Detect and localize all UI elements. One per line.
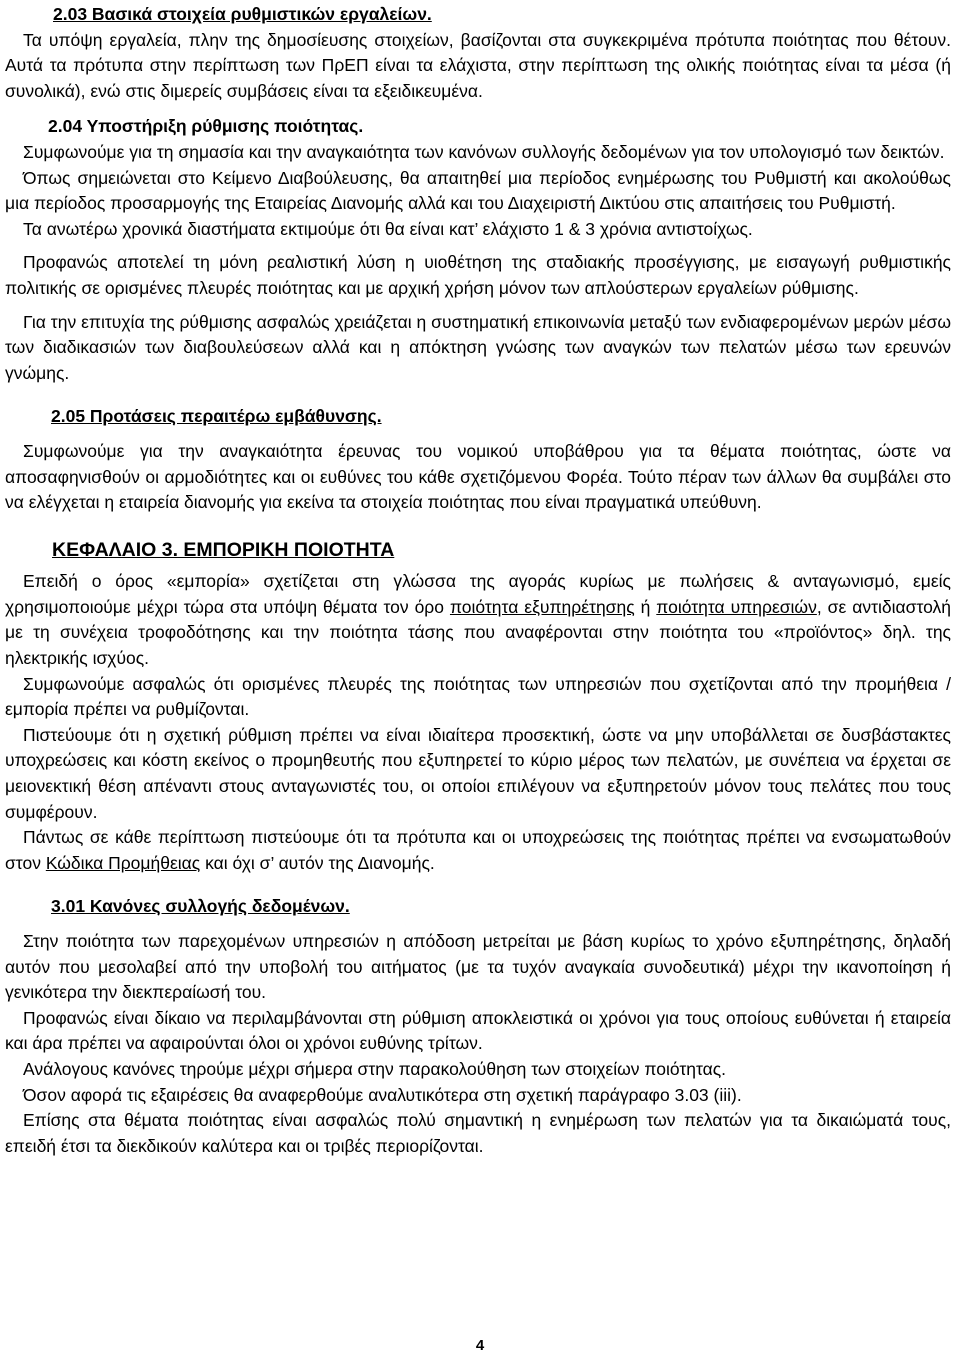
- section-2-04-paragraph-5: Για την επιτυχία της ρύθμισης ασφαλώς χρειάζεται η συστηματική επικοινωνία μεταξύ των ενδιαφερομένων μερών μέσω των διαδικασιών των διαβουλεύσεων αλλά και η απόκτηση γνώσης των αναγκών των πελατών μέσω των ερευνών γνώμης.: [5, 311, 951, 383]
- section-2-04-heading: 2.04 Υποστήριξη ρύθμισης ποιότητας.: [48, 116, 364, 137]
- chapter-3-paragraph-1: [5, 569, 951, 671]
- term-supply-code: Κώδικα Προμήθειας: [45, 852, 201, 873]
- chapter-3-p1-text-a: Επειδή ο όρος «εμπορία» σχετίζεται στη γλώσσα της αγοράς κυρίως με πωλήσεις & ανταγωνισμό, εμείς χρησιμοποιούμε μέχρι τώρα στα υπόψη θέματα τον όρο: [5, 571, 951, 617]
- chapter-3-paragraph-4: [5, 825, 951, 876]
- section-2-05-paragraph: Συμφωνούμε για την αναγκαιότητα έρευνας του νομικού υποβάθρου για τα θέματα ποιότητας, ώστε να αποσαφηνισθούν οι αρμοδιότητες και οι ευθύνες του κάθε σχετιζόμενου Φορέα. Τούτο πέραν των άλλων θα συμβάλει στο να ελέγχεται η εταιρεία διανομής για εκείνα τα στοιχεία ποιότητας που είναι πραγματικά υπεύθυνη.: [5, 440, 951, 513]
- chapter-3-p4-text-a: Πάντως σε κάθε περίπτωση πιστεύουμε ότι τα πρότυπα και οι υποχρεώσεις της ποιότητας πρέπει να ενσωματωθούν στον: [5, 827, 951, 873]
- section-2-04-paragraph-4: Προφανώς αποτελεί τη μόνη ρεαλιστική λύση η υιοθέτηση της σταδιακής προσέγγισης, με εισαγωγή ρυθμιστικής πολιτικής σε ορισμένες πλευρές ποιότητας και με αρχική χρήση μόνον των απλούστερων εργαλείων ρύθμισης.: [5, 252, 951, 298]
- section-3-01-paragraph-1: Στην ποιότητα των παρεχομένων υπηρεσιών η απόδοση μετρείται με βάση κυρίως το χρόνο εξυπηρέτησης, δηλαδή αυτόν που μεσολαβεί από την υποβολή του αιτήματος (με τα τυχόν αναγκαία συνοδευτικά) μέχρι την ικανοποίηση ή γενικότερα την διεκπεραίωσή του.: [5, 931, 951, 1003]
- chapter-3-paragraph-2: Συμφωνούμε ασφαλώς ότι ορισμένες πλευρές της ποιότητας των υπηρεσιών που σχετίζονται από την προμήθεια / εμπορία πρέπει να ρυθμίζονται.: [5, 673, 951, 720]
- term-services-quality: ποιότητα υπηρεσιών: [656, 596, 817, 617]
- section-2-04-paragraph-1: Συμφωνούμε για τη σημασία και την αναγκαιότητα των κανόνων συλλογής δεδομένων για τον υπολογισμό των δεικτών.: [23, 141, 945, 162]
- chapter-3-paragraph-3: Πιστεύουμε ότι η σχετική ρύθμιση πρέπει να είναι ιδιαίτερα προσεκτική, ώστε να μην υποβάλλεται σε δυσβάστακτες υποχρεώσεις και κόστη εκείνος ο προμηθευτής που εξυπηρετεί το κύριο μέρος των πελατών, με συνέπεια να έρχεται σε μειονεκτική θέση απέναντι στους ανταγωνιστές του, οι οποίοι επιλέγουν να εξυπηρετούν μόνον τους πελάτες που τους συμφέρουν.: [5, 724, 951, 822]
- section-3-01-heading: 3.01 Κανόνες συλλογής δεδομένων.: [51, 896, 350, 917]
- section-3-01-paragraph-4: Όσον αφορά τις εξαιρέσεις θα αναφερθούμε αναλυτικότερα στη σχετική παράγραφο 3.03 (iii).: [23, 1084, 742, 1105]
- chapter-3-p1-text-c: , σε αντιδιαστολή με τη συνέχεια τροφοδότησης και την ποιότητα τάσης που αναφέρονται στην ποιότητα του «προϊόντος» δηλ. της ηλεκτρικής ισχύος.: [5, 596, 951, 669]
- page-content: [5, 2, 951, 1159]
- section-3-01-paragraph-3: Ανάλογους κανόνες τηρούμε μέχρι σήμερα στην παρακολούθηση των στοιχείων ποιότητας.: [23, 1058, 727, 1079]
- section-2-05-heading: 2.05 Προτάσεις περαιτέρω εμβάθυνσης.: [51, 406, 382, 427]
- chapter-3-heading: ΚΕΦΑΛΑΙΟ 3. ΕΜΠΟΡΙΚΗ ΠΟΙΟΤΗΤΑ: [52, 538, 395, 561]
- page-number: 4: [475, 1337, 485, 1354]
- chapter-3-p1-text-b: ή: [634, 596, 657, 617]
- section-2-04-paragraph-3: Τα ανωτέρω χρονικά διαστήματα εκτιμούμε ότι θα είναι κατ’ ελάχιστο 1 & 3 χρόνια αντιστοίχως.: [23, 218, 753, 239]
- section-3-01-paragraph-5: Επίσης στα θέματα ποιότητας είναι ασφαλώς πολύ σημαντική η ενημέρωση των πελατών για τα δικαιώματά τους, επειδή έτσι τα διεκδικούν καλύτερα και οι τριβές περιορίζονται.: [5, 1110, 951, 1156]
- chapter-3-p4-text-b: και όχι σ’ αυτόν της Διανομής.: [200, 852, 435, 873]
- section-2-03-paragraph: Τα υπόψη εργαλεία, πλην της δημοσίευσης στοιχείων, βασίζονται στα συγκεκριμένα πρότυπα ποιότητας που θέτουν. Αυτά τα πρότυπα στην περίπτωση των ΠρΕΠ είναι τα ελάχιστα, στην περίπτωση της ολικής ποιότητας είναι τα μέσα (ή συνολικά), ενώ στις διμερείς συμβάσεις είναι τα εξειδικευμένα.: [5, 29, 951, 101]
- section-3-01-paragraph-2: Προφανώς είναι δίκαιο να περιλαμβάνονται στη ρύθμιση αποκλειστικά οι χρόνοι για τους οποίους ευθύνεται ή εταιρεία και άρα πρέπει να αφαιρούνται όλοι οι χρόνοι ευθύνης τρίτων.: [5, 1007, 951, 1054]
- section-2-04-paragraph-2: Όπως σημειώνεται στο Κείμενο Διαβούλευσης, θα απαιτηθεί μια περίοδος ενημέρωσης του Ρυθμιστή και ακολούθως μια περίοδος προσαρμογής της Εταιρείας Διανομής αλλά και του Διαχειριστή Δικτύου στις απαιτήσεις του Ρυθμιστή.: [5, 167, 951, 214]
- section-2-03-heading: 2.03 Βασικά στοιχεία ρυθμιστικών εργαλείων.: [53, 4, 432, 24]
- term-service-quality: ποιότητα εξυπηρέτησης: [449, 596, 635, 617]
